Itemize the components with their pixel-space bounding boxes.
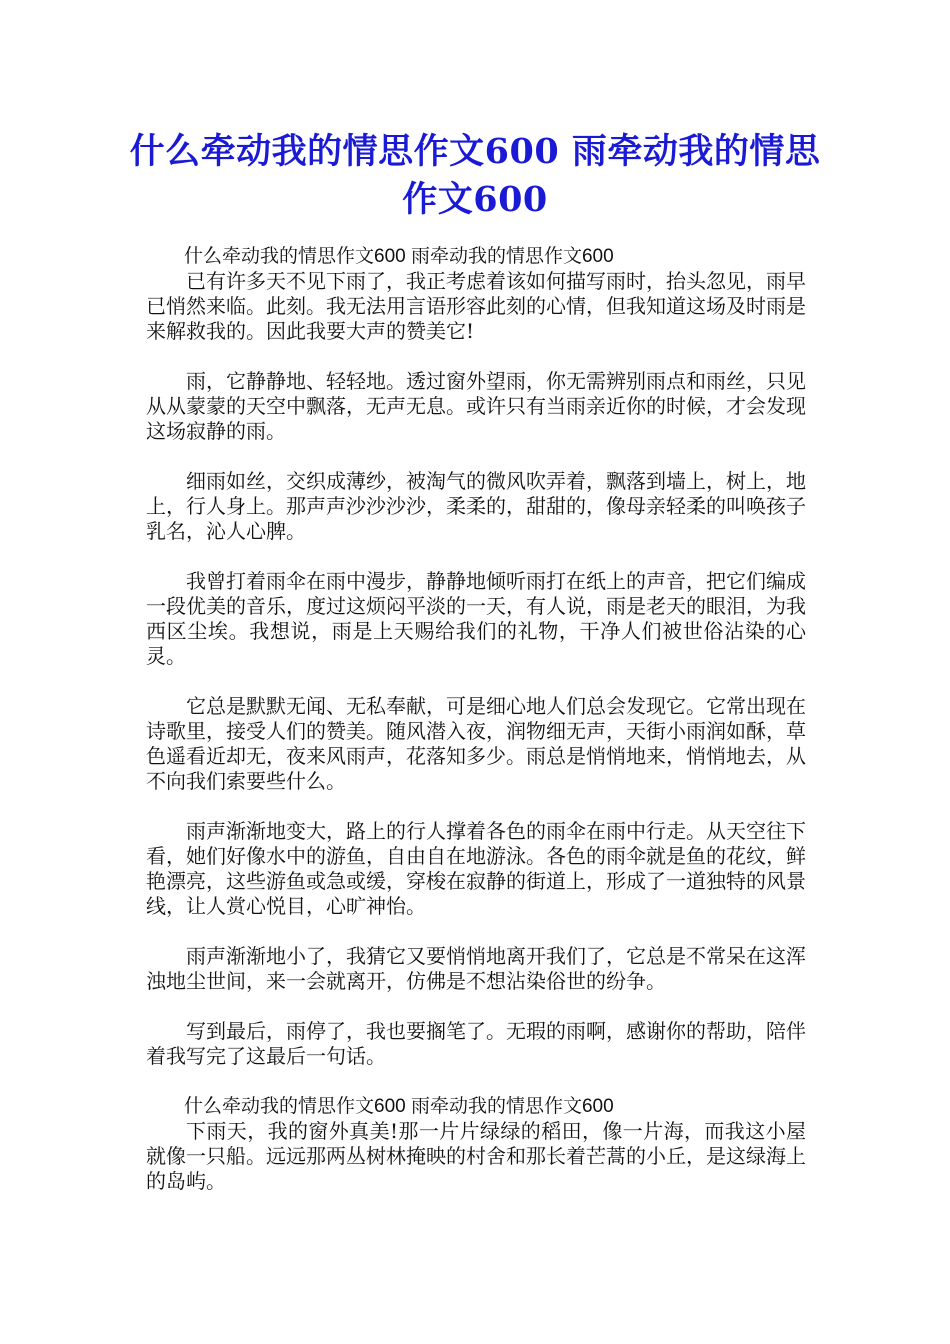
section-heading-1: 什么牵动我的情思作文600 雨牵动我的情思作文600: [184, 246, 614, 267]
paragraph-3: 细雨如丝，交织成薄纱，被淘气的微风吹弄着，飘落到墙上，树上，地上，行人身上。那声声沙沙沙沙，柔柔的，甜甜的，像母亲轻柔的叫唤孩子乳名，沁人心脾。: [146, 469, 806, 543]
paragraph-spacer: [146, 1069, 806, 1094]
paragraph-9: 下雨天，我的窗外真美!那一片片绿绿的稻田，像一片海，而我这小屋就像一只船。远远那两丛树林掩映的村舍和那长着芒蒿的小丘，是这绿海上的岛屿。: [146, 1119, 806, 1193]
paragraph-spacer: [146, 919, 806, 944]
paragraph-7: 雨声渐渐地小了，我猜它又要悄悄地离开我们了，它总是不常呆在这浑浊地尘世间，来一会就离开，仿佛是不想沾染俗世的纷争。: [146, 944, 806, 993]
paragraph-4: 我曾打着雨伞在雨中漫步，静静地倾听雨打在纸上的声音，把它们编成一段优美的音乐，度过这烦闷平淡的一天，有人说，雨是老天的眼泪，为我西区尘埃。我想说，雨是上天赐给我们的礼物，干净人们被世俗沾染的心灵。: [146, 569, 806, 668]
paragraph-2: 雨，它静静地、轻轻地。透过窗外望雨，你无需辨别雨点和雨丝，只见从从蒙蒙的天空中飘落，无声无息。或许只有当雨亲近你的时候，才会发现这场寂静的雨。: [146, 369, 806, 443]
paragraph-spacer: [146, 544, 806, 569]
document-body: [146, 244, 806, 1194]
paragraph-spacer: [146, 994, 806, 1019]
document-title: 什么牵动我的情思作文600 雨牵动我的情思作文600: [129, 131, 821, 220]
paragraph-5: 它总是默默无闻、无私奉献，可是细心地人们总会发现它。它常出现在诗歌里，接受人们的赞美。随风潜入夜，润物细无声，天街小雨润如酥，草色遥看近却无，夜来风雨声，花落知多少。雨总是悄悄地来，悄悄地去，从不向我们索要些什么。: [146, 694, 806, 793]
paragraph-spacer: [146, 344, 806, 369]
paragraph-6: 雨声渐渐地变大，路上的行人撑着各色的雨伞在雨中行走。从天空往下看，她们好像水中的游鱼，自由自在地游泳。各色的雨伞就是鱼的花纹，鲜艳漂亮，这些游鱼或急或缓，穿梭在寂静的街道上，形成了一道独特的风景线，让人赏心悦目，心旷神怡。: [146, 819, 806, 918]
paragraph-spacer: [146, 669, 806, 694]
paragraph-spacer: [146, 444, 806, 469]
section-heading-2: 什么牵动我的情思作文600 雨牵动我的情思作文600: [184, 1096, 614, 1117]
paragraph-8: 写到最后，雨停了，我也要搁笔了。无瑕的雨啊，感谢你的帮助，陪伴着我写完了这最后一句话。: [146, 1019, 806, 1068]
paragraph-spacer: [146, 794, 806, 819]
paragraph-1: 已有许多天不见下雨了，我正考虑着该如何描写雨时，抬头忽见，雨早已悄然来临。此刻。我无法用言语形容此刻的心情，但我知道这场及时雨是来解救我的。因此我要大声的赞美它!: [146, 269, 806, 343]
